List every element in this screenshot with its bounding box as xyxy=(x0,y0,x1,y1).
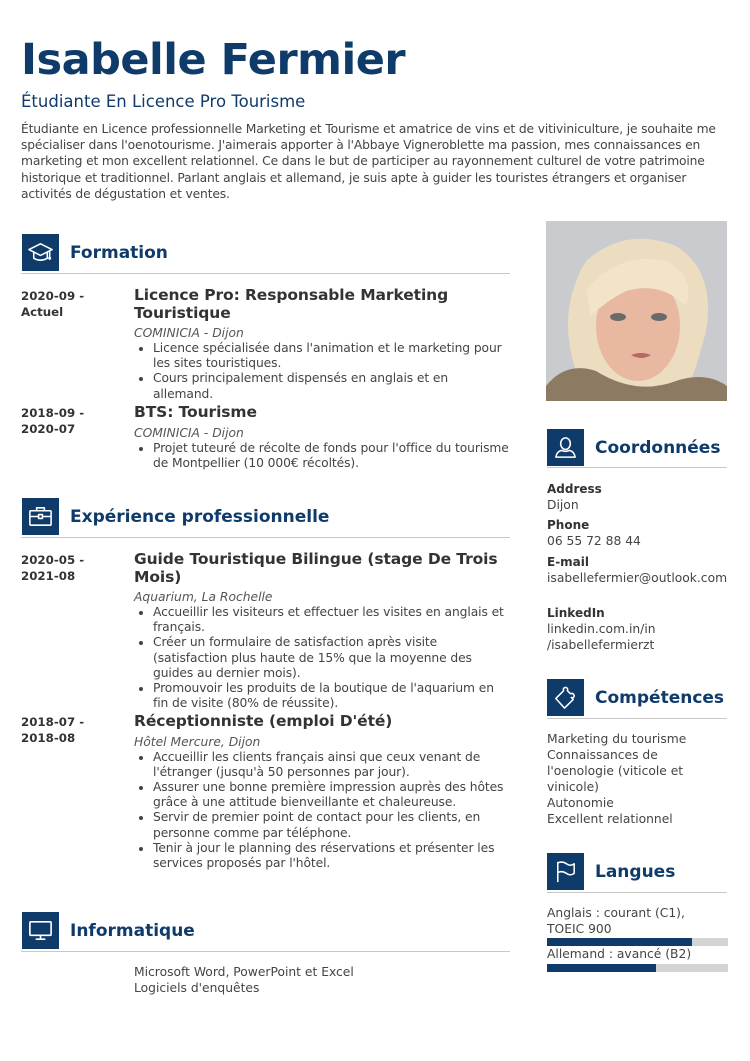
candidate-title: Étudiante En Licence Pro Tourisme xyxy=(21,92,306,111)
language-level-fill xyxy=(547,964,656,972)
entry-title: BTS: Tourisme xyxy=(134,403,257,421)
section-header-informatique xyxy=(22,912,195,949)
bullet-item: • Projet tuteuré de récolte de fonds pour l'office du tourisme de Montpellier (10 000€ récoltés). xyxy=(153,441,509,471)
divider xyxy=(21,537,510,538)
contact-email xyxy=(547,555,729,586)
bullet-item: • Accueillir les clients français ainsi que ceux venant de l'étranger (jusqu'à 50 personnes par jour). xyxy=(153,750,509,780)
section-title-informatique: Informatique xyxy=(70,920,195,941)
bullet-item: • Tenir à jour le planning des réservations et présenter les services proposés par l'hôtel. xyxy=(153,841,509,871)
entry-organization: COMINICIA - Dijon xyxy=(134,326,244,340)
divider xyxy=(547,467,727,468)
bullet-item: • Promouvoir les produits de la boutique de l'aquarium en fin de visite (80% de réussite). xyxy=(153,681,509,711)
bullet-item: • Créer un formulaire de satisfaction après visite (satisfaction plus haute de 15% que la moyenne des guides au dernier mois). xyxy=(153,635,509,681)
entry-title: Réceptionniste (emploi D'été) xyxy=(134,712,393,730)
contact-linkedin xyxy=(547,606,697,653)
language-level-bar xyxy=(547,964,728,972)
flag-icon xyxy=(547,853,584,890)
skill-item: Marketing du tourisme xyxy=(547,732,687,746)
divider xyxy=(21,951,510,952)
contact-address xyxy=(547,482,732,513)
profile-photo xyxy=(546,221,727,401)
entry-date: 2018-07 - 2018-08 xyxy=(21,715,85,745)
bullet-item: • Servir de premier point de contact pour les clients, en personne comme par téléphone. xyxy=(153,810,509,840)
language-item xyxy=(547,906,728,946)
entry-bullets xyxy=(134,750,509,872)
section-header-coordonnees xyxy=(547,429,720,466)
skill-item: Connaissances de l'oenologie (viticole et vinicole) xyxy=(547,747,684,794)
briefcase-icon xyxy=(22,498,59,535)
language-item xyxy=(547,947,728,972)
person-icon xyxy=(547,429,584,466)
skill-item: Excellent relationnel xyxy=(547,811,673,826)
contact-value: 06 55 72 88 44 xyxy=(547,534,641,548)
bullet-item: • Cours principalement dispensés en anglais et en allemand. xyxy=(153,371,509,401)
entry-title: Guide Touristique Bilingue (stage De Trois Mois) xyxy=(134,550,498,586)
entry-date: 2020-09 - Actuel xyxy=(21,289,85,319)
divider xyxy=(21,273,510,274)
profile-summary: Étudiante en Licence professionnelle Marketing et Tourisme et amatrice de vins et de vitiviniculture, je souhaite me spécialiser dans l'oenotourisme. J'aimerais apporter à l'Abbaye Vigneroblette ma passion, mes connaissances en marketing et mon excellent relationnel. Ce dans le but de participer au rayonnement culturel de votre patrimoine historique et traditionnel. Parlant anglais et allemand, je suis apte à guider les touristes étrangers et organiser activités de dégustation et ventes. xyxy=(21,122,716,201)
section-header-competences xyxy=(547,679,724,716)
skills-list xyxy=(547,732,727,827)
contact-value[interactable]: linkedin.com.in/in /isabellefermierzt xyxy=(547,622,656,652)
section-title-competences: Compétences xyxy=(595,687,725,708)
entry-organization: COMINICIA - Dijon xyxy=(134,425,244,440)
monitor-icon xyxy=(22,912,59,949)
entry-organization: Hôtel Mercure, Dijon xyxy=(134,734,261,749)
puzzle-icon xyxy=(547,679,584,716)
entry-bullets xyxy=(134,341,509,402)
entry-title: Licence Pro: Responsable Marketing Touristique xyxy=(134,286,449,322)
entry-bullets xyxy=(134,441,509,471)
software-item: Microsoft Word, PowerPoint et Excel xyxy=(134,965,354,979)
contact-value[interactable]: isabellefermier@outlook.com xyxy=(547,571,728,585)
section-header-formation xyxy=(22,234,168,271)
software-list xyxy=(134,964,354,997)
section-header-experience xyxy=(22,498,329,535)
bullet-item: • Assurer une bonne première impression auprès des hôtes grâce à une attitude bienveillante et chaleureuse. xyxy=(153,780,509,810)
contact-label: E-mail xyxy=(547,555,590,569)
divider xyxy=(547,718,727,719)
section-title-formation: Formation xyxy=(70,242,168,263)
section-title-langues: Langues xyxy=(595,861,676,882)
candidate-name: Isabelle Fermier xyxy=(21,35,406,85)
bullet-item: • Licence spécialisée dans l'animation et le marketing pour les sites touristiques. xyxy=(153,341,509,371)
contact-value: Dijon xyxy=(547,498,579,512)
portrait-illustration xyxy=(546,221,727,401)
contact-phone xyxy=(547,518,732,549)
contact-label: Address xyxy=(547,482,602,496)
entry-date: 2020-05 - 2021-08 xyxy=(21,553,85,583)
divider xyxy=(547,892,727,893)
graduation-cap-icon xyxy=(22,234,59,271)
section-title-coordonnees: Coordonnées xyxy=(595,437,721,458)
software-item: Logiciels d'enquêtes xyxy=(134,981,260,996)
entry-organization: Aquarium, La Rochelle xyxy=(134,590,273,604)
bullet-item: • Accueillir les visiteurs et effectuer les visites en anglais et français. xyxy=(153,605,509,635)
language-level-bar xyxy=(547,938,728,946)
language-label: Allemand : avancé (B2) xyxy=(547,947,692,961)
skill-item: Autonomie xyxy=(547,795,614,810)
language-label: Anglais : courant (C1), TOEIC 900 xyxy=(547,906,685,936)
section-header-langues xyxy=(547,853,675,890)
contact-label: Phone xyxy=(547,518,590,532)
contact-label: LinkedIn xyxy=(547,606,605,620)
section-title-experience: Expérience professionnelle xyxy=(70,506,330,527)
entry-bullets xyxy=(134,605,509,711)
language-level-fill xyxy=(547,938,692,946)
entry-date: 2018-09 - 2020-07 xyxy=(21,406,85,436)
